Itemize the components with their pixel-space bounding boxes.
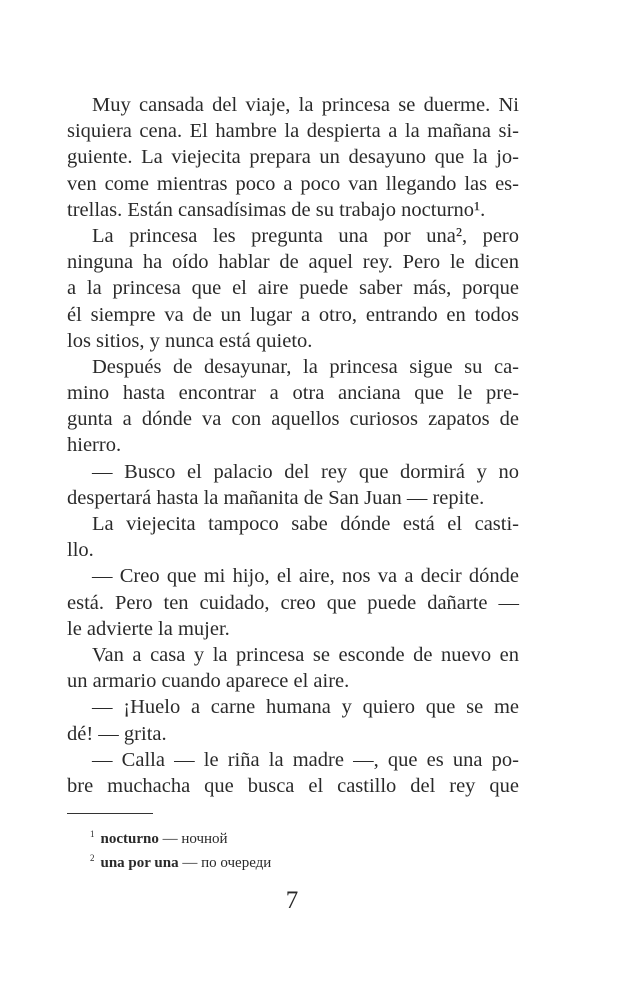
footnote-term: nocturno (100, 831, 159, 847)
text-line: mino hasta encontrar a otra anciana que le pre- (67, 382, 519, 405)
text-line: La viejecita tampoco sabe dónde está el casti- (92, 513, 519, 535)
footnote-translation: — по очереди (178, 855, 272, 871)
footnote-2 (90, 849, 271, 872)
text-line: bre muchacha que busca el castillo del rey que (67, 774, 519, 797)
text-line: — Busco el palacio del rey que dormirá y no (92, 460, 519, 483)
text-line: — Creo que mi hijo, el aire, nos va a decir dónde (92, 565, 519, 588)
footnote-translation: — ночной (158, 831, 228, 847)
text-line: despertará hasta la mañanita de San Juan — repite. (67, 486, 485, 509)
page-number: 7 (285, 887, 299, 914)
text-line: ven come mientras poco a poco van llegando las es- (67, 172, 519, 195)
text-line: — Calla — le riña la madre —, que es una po- (92, 748, 519, 771)
text-line: a la princesa que el aire puede saber más, porque (67, 277, 519, 300)
text-line: llo. (67, 539, 94, 562)
text-line: Van a casa y la princesa se esconde de nuevo en (92, 643, 519, 666)
footnote-1 (90, 825, 228, 848)
text-line: La princesa les pregunta una por una², pero (92, 224, 519, 247)
footnote-divider (67, 813, 153, 814)
text-line: gunta a dónde va con aquellos curiosos zapatos de (67, 408, 519, 431)
text-line: está. Pero ten cuidado, creo que puede dañarte — (67, 591, 519, 614)
text-line: siquiera cena. El hambre la despierta a la mañana si- (67, 120, 519, 143)
body-text (67, 92, 519, 799)
text-line: Muy cansada del viaje, la princesa se duerme. Ni (92, 94, 519, 116)
text-line: Después de desayunar, la princesa sigue su ca- (92, 355, 519, 378)
text-line: guiente. La viejecita prepara un desayuno que la jo- (67, 146, 519, 169)
text-line: hierro. (67, 434, 122, 457)
text-line: dé! — grita. (67, 722, 167, 745)
text-line: él siempre va de un lugar a otro, entrando en todos (67, 303, 519, 326)
text-line: un armario cuando aparece el aire. (67, 670, 350, 693)
footnote-number: 2 (90, 853, 95, 863)
text-line: ninguna ha oído hablar de aquel rey. Pero le dicen (67, 251, 519, 274)
text-line: le advierte la mujer. (67, 617, 230, 640)
footnote-number: 1 (90, 829, 95, 839)
text-line: trellas. Están cansadísimas de su trabajo nocturno¹. (67, 198, 486, 221)
footnote-term: una por una (100, 855, 179, 871)
text-line: — ¡Huelo a carne humana y quiero que se me (92, 696, 519, 719)
text-line: los sitios, y nunca está quieto. (67, 329, 313, 352)
